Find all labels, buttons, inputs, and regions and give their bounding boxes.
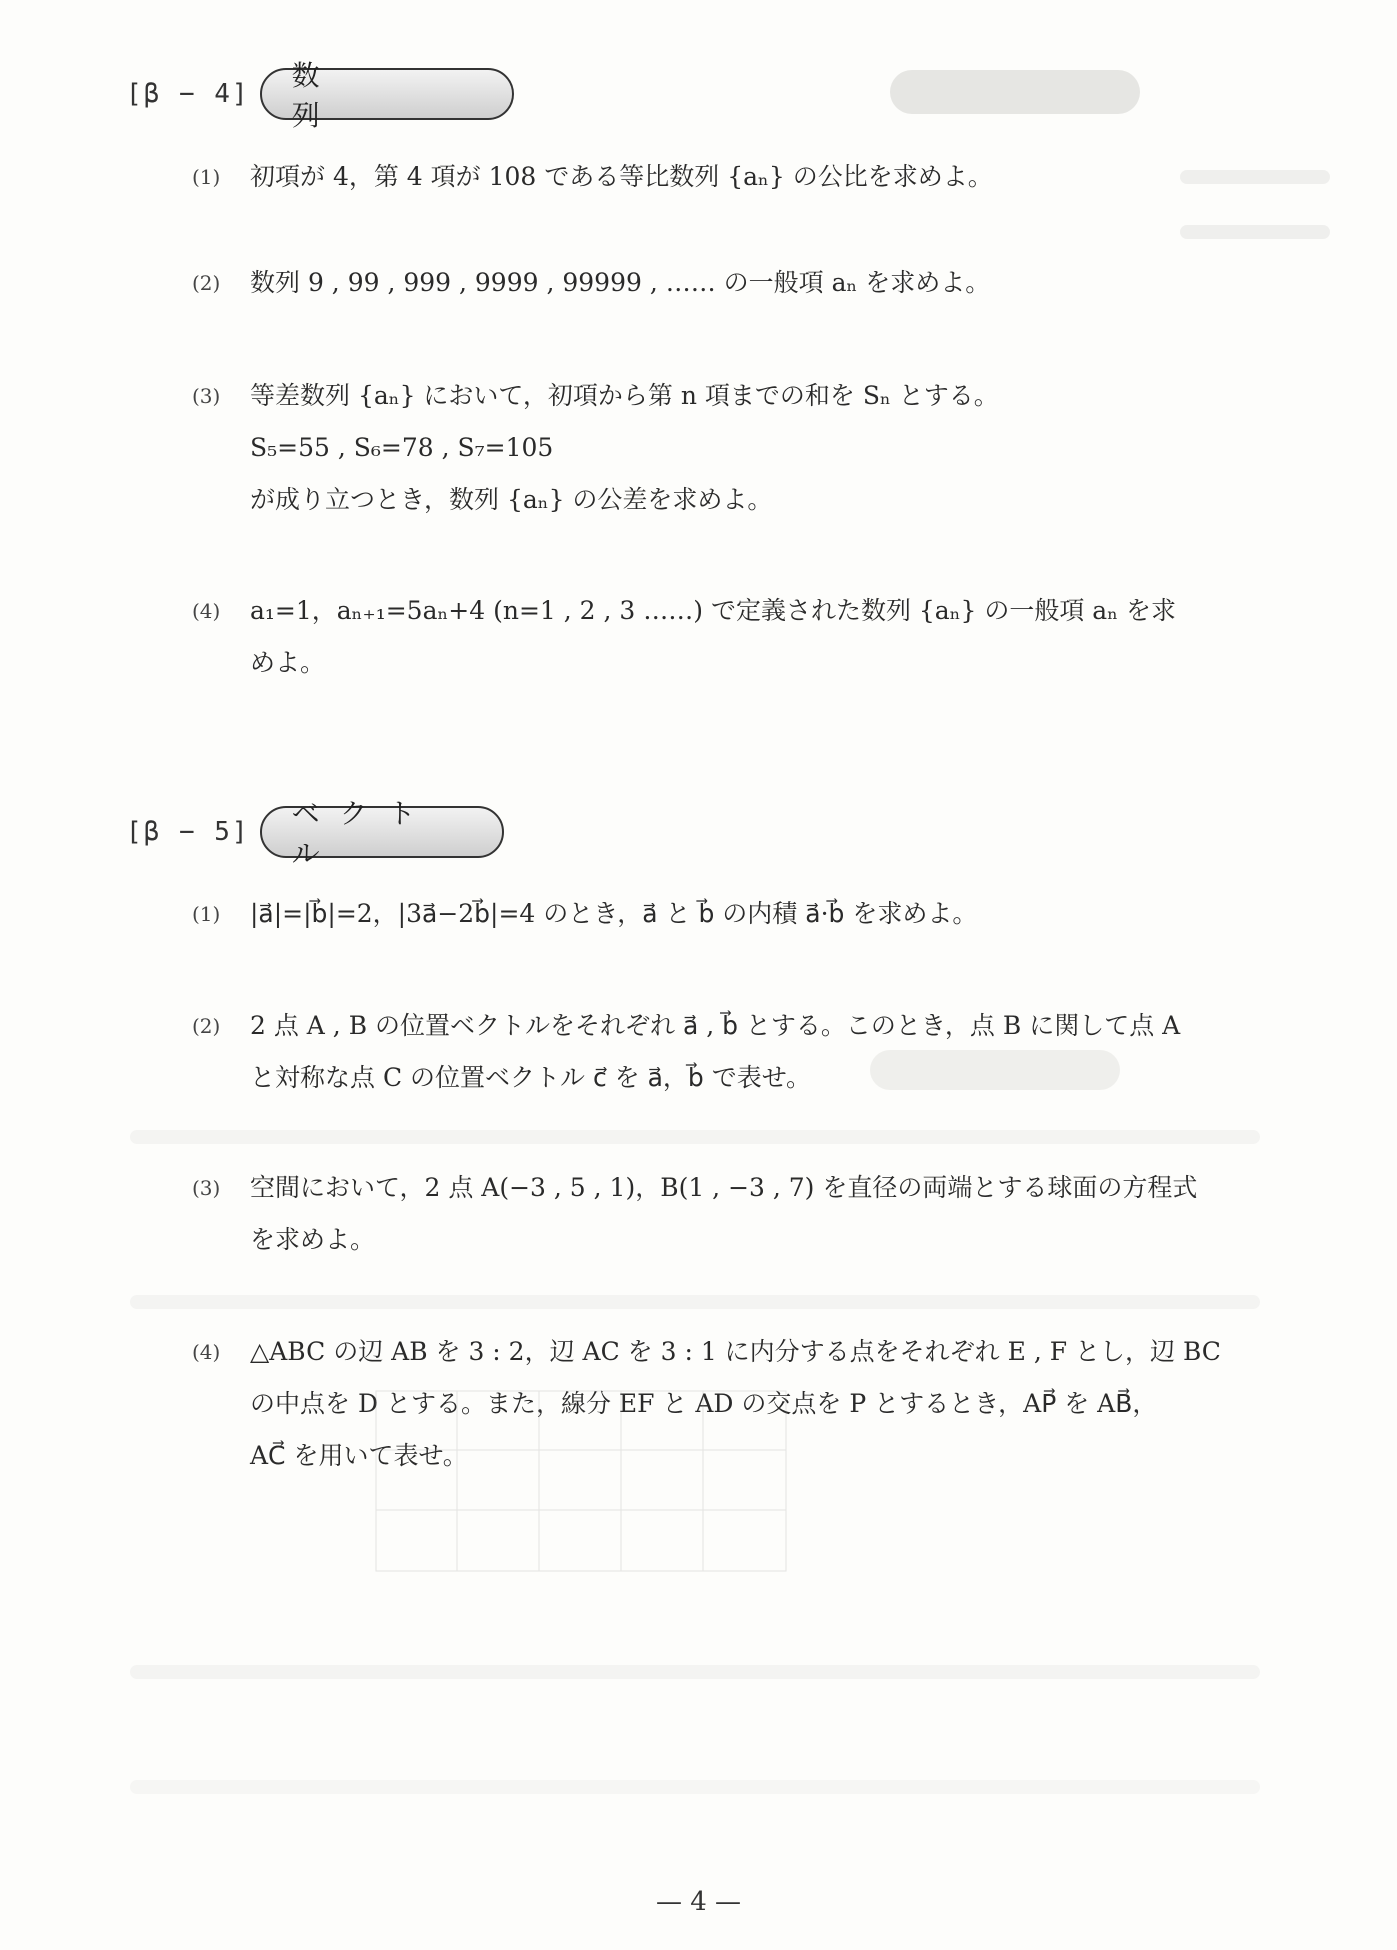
bleed-through-line — [130, 1780, 1260, 1794]
question-text-line: の中点を D とする。また，線分 EF と AD の交点を P とするとき，AP⃗ を AB⃗， — [250, 1389, 1158, 1418]
question-2-3 — [192, 1162, 1282, 1266]
question-number: (1) — [192, 165, 221, 189]
section-header-sequences — [126, 59, 514, 132]
question-1-2 — [192, 257, 1282, 309]
question-number: (4) — [192, 599, 221, 623]
question-number: (4) — [192, 1340, 221, 1364]
question-1-1 — [192, 151, 1282, 203]
question-text-line: AC⃗ を用いて表せ。 — [250, 1441, 468, 1470]
bleed-through-line — [130, 1665, 1260, 1679]
bleed-through-line — [130, 1295, 1260, 1309]
section-title: ベクトル — [291, 797, 436, 870]
section-tag: [β − 5] — [126, 817, 250, 847]
bleed-through-line — [1180, 225, 1330, 239]
question-text-line: 等差数列 {aₙ} において，初項から第 n 項までの和を Sₙ とする。 — [250, 381, 999, 410]
question-text: |a⃗|=|b⃗|=2，|3a⃗−2b⃗|=4 のとき，a⃗ と b⃗ の内積 a⃗·b⃗ を求めよ。 — [250, 899, 978, 928]
section-header-vectors — [126, 797, 504, 870]
bleed-through-shape — [890, 70, 1140, 114]
question-text-line: が成り立つとき，数列 {aₙ} の公差を求めよ。 — [250, 485, 773, 514]
question-text: 初項が 4，第 4 項が 108 である等比数列 {aₙ} の公比を求めよ。 — [250, 162, 993, 191]
question-text: 数列 9 , 99 , 999 , 9999 , 99999 , …… の一般項 aₙ を求めよ。 — [250, 268, 991, 297]
question-number: (3) — [192, 1176, 221, 1200]
bleed-through-line — [130, 1130, 1260, 1144]
question-number: (2) — [192, 271, 221, 295]
question-text-line: を求めよ。 — [250, 1225, 376, 1254]
question-number: (2) — [192, 1014, 221, 1038]
bleed-through-grid — [375, 1390, 795, 1580]
question-text-line: と対称な点 C の位置ベクトル c⃗ を a⃗，b⃗ で表せ。 — [250, 1063, 811, 1092]
question-text-line: a₁=1，aₙ₊₁=5aₙ+4 (n=1 , 2 , 3 ……) で定義された数列 {aₙ} の一般項 aₙ を求 — [250, 596, 1176, 625]
section-title: 数 列 — [291, 59, 380, 132]
question-text-line: 2 点 A , B の位置ベクトルをそれぞれ a⃗ , b⃗ とする。このとき，点 B に関して点 A — [250, 1011, 1181, 1040]
question-1-3 — [192, 370, 1282, 526]
question-number: (1) — [192, 902, 221, 926]
section-title-pill — [260, 797, 504, 870]
question-text-line: めよ。 — [250, 648, 326, 677]
question-2-1 — [192, 888, 1282, 940]
question-2-2 — [192, 1000, 1282, 1104]
page-number: — 4 — — [655, 1887, 742, 1917]
question-number: (3) — [192, 384, 221, 408]
section-tag: [β − 4] — [126, 79, 250, 109]
question-text-line: 空間において，2 点 A(−3 , 5 , 1)，B(1 , −3 , 7) を直径の両端とする球面の方程式 — [250, 1173, 1198, 1202]
question-text-line: △ABC の辺 AB を 3 : 2，辺 AC を 3 : 1 に内分する点をそれぞれ E , F とし，辺 BC — [250, 1337, 1221, 1366]
section-title-pill — [260, 59, 514, 132]
question-text-line: S₅=55 , S₆=78 , S₇=105 — [250, 433, 554, 462]
question-1-4 — [192, 585, 1282, 689]
